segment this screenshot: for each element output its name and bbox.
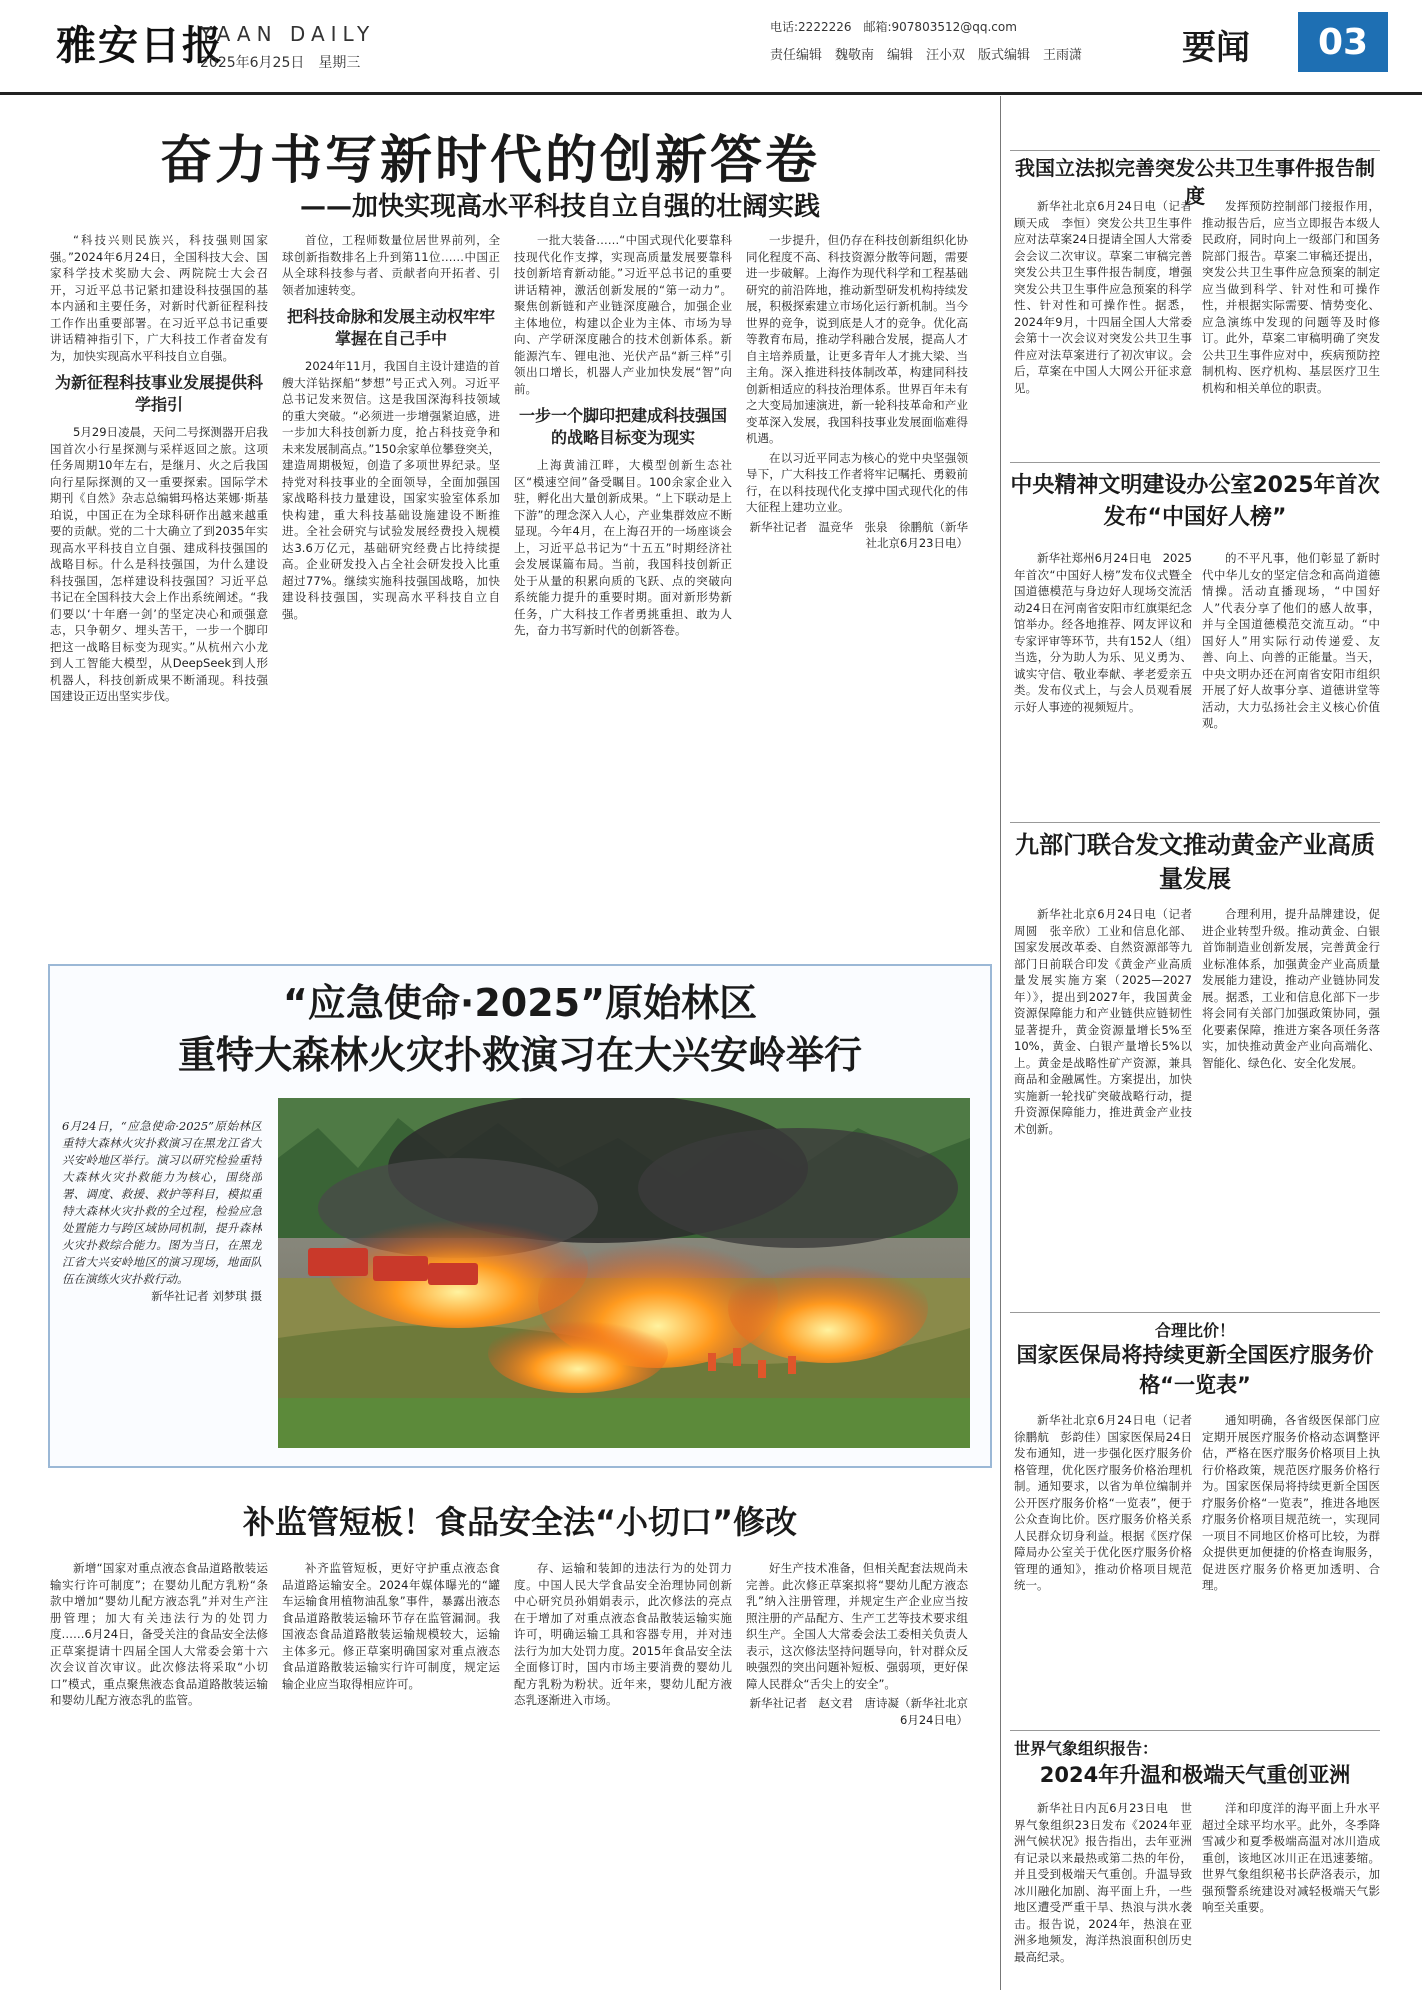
food-headline: 补监管短板！食品安全法“小切口”修改 bbox=[242, 1503, 798, 1541]
forest-fire-drill-photo bbox=[278, 1098, 970, 1448]
health-headline: 我国立法拟完善突发公共卫生事件报告制度 bbox=[1015, 156, 1375, 208]
medical-headline: 国家医保局将持续更新全国医疗服务价格“一览表” bbox=[1016, 1343, 1374, 1397]
good-people-column-2: 的不平凡事，他们彰显了新时代中华儿女的坚定信念和高尚道德情操。活动直播现场，“中国好人”代表分享了他们的感人故事，并与全国道德模范交流互动。“中国好人”用实际行动传递爱、友善、向上、向善的正能量。当天，中央文明办还在河南省安阳市组织开展了好人故事分享、道德讲堂等活动，大力弘扬社会主义核心价值观。 bbox=[1202, 551, 1380, 730]
divider bbox=[1010, 1730, 1380, 1731]
gold-headline: 九部门联合发文推动黄金产业高质量发展 bbox=[1015, 831, 1375, 893]
food-column-4: 好生产技术准备，但相关配套法规尚未完善。此次修正草案拟将“婴幼儿配方液态乳”纳入注册管理，并规定生产企业应当按照注册的产品配方、生产工艺等技术要求组织生产。全国人大常委会法工委相关负责人表示，这次修法坚持问题导向，针对群众反映强烈的突出问题补短板、强弱项，更好保障人民群众“舌尖上的安全”。 新华社记者 赵文君 唐诗凝（新华社北京6月24日电） bbox=[746, 1561, 968, 1727]
food-credit: 新华社记者 赵文君 唐诗凝（新华社北京6月24日电） bbox=[749, 1696, 968, 1727]
lead-column-1: “科技兴则民族兴，科技强则国家强。”2024年6月24日，全国科技大会、国家科学技术奖励大会、两院院士大会召开，习近平总书记紧扣建设科技强国的基本内涵和主要任务，对新时代新征程科技工作作出重要部署。在习近平总书记重要讲话精神指引下，广大科技工作者奋发有为，加快实现高水平科技自立自强。 为新征程科技事业发展提供科学指引 5月29日凌晨，天问二号探测器开启我国首次小行星探测与采样返回之旅。这项任务周期10年左右，是继月、火之后我国向行星际探测的又一重要探索。国际学术期刊《自然》杂志总编辑玛格达莱娜·斯基珀说，中国正在为全球科研作出越来越重要的贡献。党的二十大确立了到2035年实现高水平科技自立自强、建成科技强国的战略目标。什么是科技强国，为什么建设科技强国，怎样建设科技强国？习近平总书记在全国科技大会上作出系统阐述。“我们要以‘十年磨一剑’的坚定决心和顽强意志，只争朝夕、埋头苦干，一步一个脚印把这一战略目标变为现实。”从杭州六小龙到人工智能大模型，从DeepSeek到人形机器人，科技创新成果不断涌现。科技强国建设正迈出坚实步伐。 bbox=[50, 233, 268, 703]
lead-headline: 奋力书写新时代的创新答卷 bbox=[160, 131, 821, 191]
newspaper-logo: 雅安日报 bbox=[56, 22, 224, 69]
medical-column-1: 新华社北京6月24日电（记者 徐鹏航 彭韵佳）国家医保局24日发布通知，进一步强化医疗服务价格管理，优化医疗服务价格治理机制。通知要求，以省为单位编制并公开医疗服务价格“一览表”，便于公众查询比价。医疗服务价格关系人民群众切身利益。根据《医疗保障局办公室关于优化医疗服务价格管理的通知》，推动价格项目规范统一。 bbox=[1014, 1413, 1192, 1592]
weather-headline: 2024年升温和极端天气重创亚洲 bbox=[1039, 1763, 1351, 1787]
food-column-3: 存、运输和装卸的违法行为的处罚力度。中国人民大学食品安全治理协同创新中心研究员孙娟娟表示，此次修法的亮点在于增加了对重点液态食品散装运输实施许可，明确运输工具和容器专用，并对违法行为加大处罚力度。2015年食品安全法全面修订时，国内市场主要消费的婴幼儿配方乳粉为粉状。近年来，婴幼儿配方液态乳逐渐进入市场。 bbox=[514, 1561, 732, 1707]
divider bbox=[1010, 462, 1380, 463]
good-people-headline: 中央精神文明建设办公室2025年首次发布“中国好人榜” bbox=[1010, 473, 1380, 530]
issue-date: 2025年6月25日 星期三 bbox=[200, 55, 361, 71]
lead-subhead-2: 把科技命脉和发展主动权牢牢掌握在自己手中 bbox=[286, 307, 495, 348]
lead-column-4: 一步提升，但仍存在科技创新组织化协同化程度不高、科技资源分散等问题，需要进一步破解。上海作为现代科学和工程基础研究的前沿阵地，推动新型研发机构持续发展，积极探索建立市场化运行新机制。当今世界的竞争，说到底是人才的竞争。优化高等教育布局，推动学科融合发展，提高人才自主培养质量，让更多青年人才挑大梁、当主角。深入推进科技体制改革，构建同科技创新相适应的科技治理体系。世界百年未有之大变局加速演进，新一轮科技革命和产业变革深入发展，我国科技事业发展面临难得机遇。 在以习近平同志为核心的党中央坚强领导下，广大科技工作者将牢记嘱托、勇毅前行，在以科技现代化支撑中国式现代化的伟大征程上建功立业。 新华社记者 温竞华 张泉 徐鹏航（新华社北京6月23日电） bbox=[746, 233, 968, 550]
lead-subheadline: ——加快实现高水平科技自立自强的壮阔实践 bbox=[300, 192, 821, 222]
gold-column-2: 合理利用，提升品牌建设，促进企业转型升级。推动黄金、白银首饰制造业创新发展，完善黄金行业标准体系，加强黄金产业高质量发展能力建设，推动产业链协同发展。据悉，工业和信息化部下一步将会同有关部门加强政策协同，强化要素保障，推进方案各项任务落实，加快推动黄金产业向高端化、智能化、绿色化、安全化发展。 bbox=[1202, 907, 1380, 1070]
contact-info: 电话:2222226 邮箱:907803512@qq.com bbox=[770, 20, 1017, 34]
divider bbox=[1010, 1312, 1380, 1313]
health-column-2: 发挥预防控制部门接报作用，推动报告后，应当立即报告本级人民政府，同时向上一级部门和国务院部门报告。草案二审稿还提出，突发公共卫生事件应急预案的制定应当做到科学、针对性和可操作性，并根据实际需要、情势变化、应急演练中发现的问题等及时修订。此外，草案二审稿明确了突发公共卫生事件应对中，疾病预防控制机构、医疗机构、基层医疗卫生机构和相关单位的职责。 bbox=[1202, 199, 1380, 395]
newspaper-logo-english: YAAN DAILY bbox=[200, 22, 376, 46]
weather-column-1: 新华社日内瓦6月23日电 世界气象组织23日发布《2024年亚洲气候状况》报告指出，去年亚洲有记录以来最热或第二热的年份，并且受到极端天气重创。升温导致冰川融化加剧、海平面上升，一些地区遭受严重干旱、热浪与洪水袭击。报告说，2024年，热浪在亚洲多地频发，海洋热浪面积创历史最高纪录。 bbox=[1014, 1801, 1192, 1964]
editors-line: 责任编辑 魏敬南 编辑 汪小双 版式编辑 王雨潇 bbox=[770, 48, 1083, 63]
drill-headline-line-2: 重特大森林火灾扑救演习在大兴安岭举行 bbox=[177, 1033, 862, 1077]
lead-credit: 新华社记者 温竞华 张泉 徐鹏航（新华社北京6月23日电） bbox=[749, 519, 968, 550]
good-people-column-1: 新华社郑州6月24日电 2025年首次“中国好人榜”发布仪式暨全国道德模范与身边好人现场交流活动24日在河南省安阳市红旗渠纪念馆举办。经各地推荐、网友评议和专家评审等环节，共有152人（组）当选，分为助人为乐、见义勇为、诚实守信、敬业奉献、孝老爱亲五类。发布仪式上，与会人员观看展示好人事迹的视频短片。 bbox=[1014, 551, 1192, 714]
food-column-2: 补齐监管短板，更好守护重点液态食品道路运输安全。2024年媒体曝光的“罐车运输食用植物油乱象”事件，暴露出液态食品道路散装运输环节存在监管漏洞。我国液态食品道路散装运输规模较大，运输主体多元。修正草案明确国家对重点液态食品道路散装运输实行许可制度，规定运输企业应当取得相应许可。 bbox=[282, 1561, 500, 1691]
weather-column-2: 洋和印度洋的海平面上升水平超过全球平均水平。此外，冬季降雪减少和夏季极端高温对冰川造成重创，该地区冰川正在迅速萎缩。世界气象组织秘书长萨洛表示，加强预警系统建设对减轻极端天气影响至关重要。 bbox=[1202, 1801, 1380, 1914]
page-number: 03 bbox=[1298, 12, 1388, 72]
lead-subhead-3: 一步一个脚印把建成科技强国的战略目标变为现实 bbox=[518, 406, 727, 447]
health-column-1: 新华社北京6月24日电（记者 顾天成 李恒）突发公共卫生事件应对法草案24日提请全国人大常委会会议二次审议。草案二审稿完善突发公共卫生事件报告制度，增强突发公共卫生事件应急预案的科学性、针对性和可操作性。据悉，2024年9月，十四届全国人大常委会第十一次会议对突发公共卫生事件应对法草案进行了初次审议。会后，草案在中国人大网公开征求意见。 bbox=[1014, 199, 1192, 395]
column-divider bbox=[1000, 96, 1001, 1990]
section-name: 要闻 bbox=[1182, 28, 1250, 68]
food-column-1: 新增“国家对重点液态食品道路散装运输实行许可制度”；在婴幼儿配方乳粉“条款中增加“婴幼儿配方液态乳”并对生产注册管理；加大有关违法行为的处罚力度……6月24日，备受关注的食品安全法修正草案提请十四届全国人大常委会第十六次会议首次审议。此次修法将采取“小切口”模式，重点聚焦液态食品道路散装运输和婴幼儿配方液态乳的监管。 bbox=[50, 1561, 268, 1707]
lead-column-2: 首位，工程师数量位居世界前列，全球创新指数排名上升到第11位……中国正从全球科技参与者、贡献者向开拓者、引领者加速转变。 把科技命脉和发展主动权牢牢掌握在自己手中 2024年11月，我国自主设计建造的首艘大洋钻探船“梦想”号正式入列。习近平总书记发来贺信。这是我国深海科技领域的重大突破。“必须进一步增强紧迫感，进一步加大科技创新力度，抢占科技竞争和未来发展制高点。”150余家单位攀登突关，建造周期极短，创造了多项世界纪录。坚持党对科技事业的全面领导，全面加强国家战略科技力量建设，国家实验室体系加快构建，重大科技基础设施建设不断推进。全社会研究与试验发展经费投入规模达3.6万亿元，基础研究经费占比持续提高。企业研发投入占全社会研发投入比重超过77%。继续实施科技强国战略，加快建设科技强国，实现高水平科技自立自强。 bbox=[282, 233, 500, 621]
drill-headline-line-1: “应急使命·2025”原始林区 bbox=[282, 981, 758, 1025]
divider bbox=[1010, 150, 1380, 151]
gold-column-1: 新华社北京6月24日电（记者 周圆 张辛欣）工业和信息化部、国家发展改革委、自然资源部等九部门日前联合印发《黄金产业高质量发展实施方案（2025—2027年）》，提出到2027年，我国黄金资源保障能力和产业链供应链韧性显著提升，黄金资源量增长5%至10%，黄金、白银产量增长5%以上。黄金是战略性矿产资源，兼具商品和金融属性。方案提出，加快实施新一轮找矿突破战略行动，提升资源保障能力，推进黄金产业技术创新。 bbox=[1014, 907, 1192, 1136]
weather-kicker: 世界气象组织报告： bbox=[1014, 1739, 1159, 1758]
photo-credit: 新华社记者 刘梦琪 摄 bbox=[151, 1289, 262, 1303]
lead-column-3: 一批大装备……“中国式现代化要靠科技现代化作支撑，实现高质量发展要靠科技创新培育新动能。”习近平总书记的重要讲话精神，激活创新发展的“第一动力”。聚焦创新链和产业链深度融合，加强企业主体地位，构建以企业为主体、市场为导向、产学研深度融合的技术创新体系。新能源汽车、锂电池、光伏产品“新三样”引领出口增长，机器人产业加快发展“智”向前。 一步一个脚印把建成科技强国的战略目标变为现实 上海黄浦江畔，大模型创新生态社区“模速空间”备受瞩目。100余家企业入驻，孵化出大量创新成果。“上下联动是上下游”的理念深入人心，产业集群效应不断显现。今年4月，在上海召开的一场座谈会上，习近平总书记为“十五五”时期经济社会发展谋篇布局。当前，我国科技创新正处于从量的积累向质的飞跃、点的突破向系统能力提升的重要时期。面对新形势新任务，广大科技工作者勇挑重担、敢为人先，奋力书写新时代的创新答卷。 bbox=[514, 233, 732, 637]
medical-column-2: 通知明确，各省级医保部门应定期开展医疗服务价格动态调整评估，严格在医疗服务价格项目上执行价格政策，规范医疗服务价格行为。国家医保局将持续更新全国医疗服务价格“一览表”，推进各地医疗服务价格项目规范统一，实现同一项目不同地区价格可比较，为群众提供更加便捷的价格查询服务，促进医疗服务价格更加透明、合理。 bbox=[1202, 1413, 1380, 1592]
lead-subhead-1: 为新征程科技事业发展提供科学指引 bbox=[54, 373, 263, 414]
medical-kicker: 合理比价！ bbox=[1154, 1321, 1235, 1340]
divider bbox=[1010, 822, 1380, 823]
drill-caption: 6月24日，“应急使命·2025”原始林区重特大森林火灾扑救演习在黑龙江省大兴安岭地区举行。演习以研究检验重特大森林火灾扑救能力为核心，围绕部署、调度、救援、救护等科目，模拟重特大森林火灾扑救的全过程，检验应急处置能力与跨区域协同机制，提升森林火灾扑救综合能力。图为当日，在黑龙江省大兴安岭地区的演习现场，地面队伍在演练火灾扑救行动。 新华社记者 刘梦琪 摄 bbox=[62, 1119, 262, 1303]
